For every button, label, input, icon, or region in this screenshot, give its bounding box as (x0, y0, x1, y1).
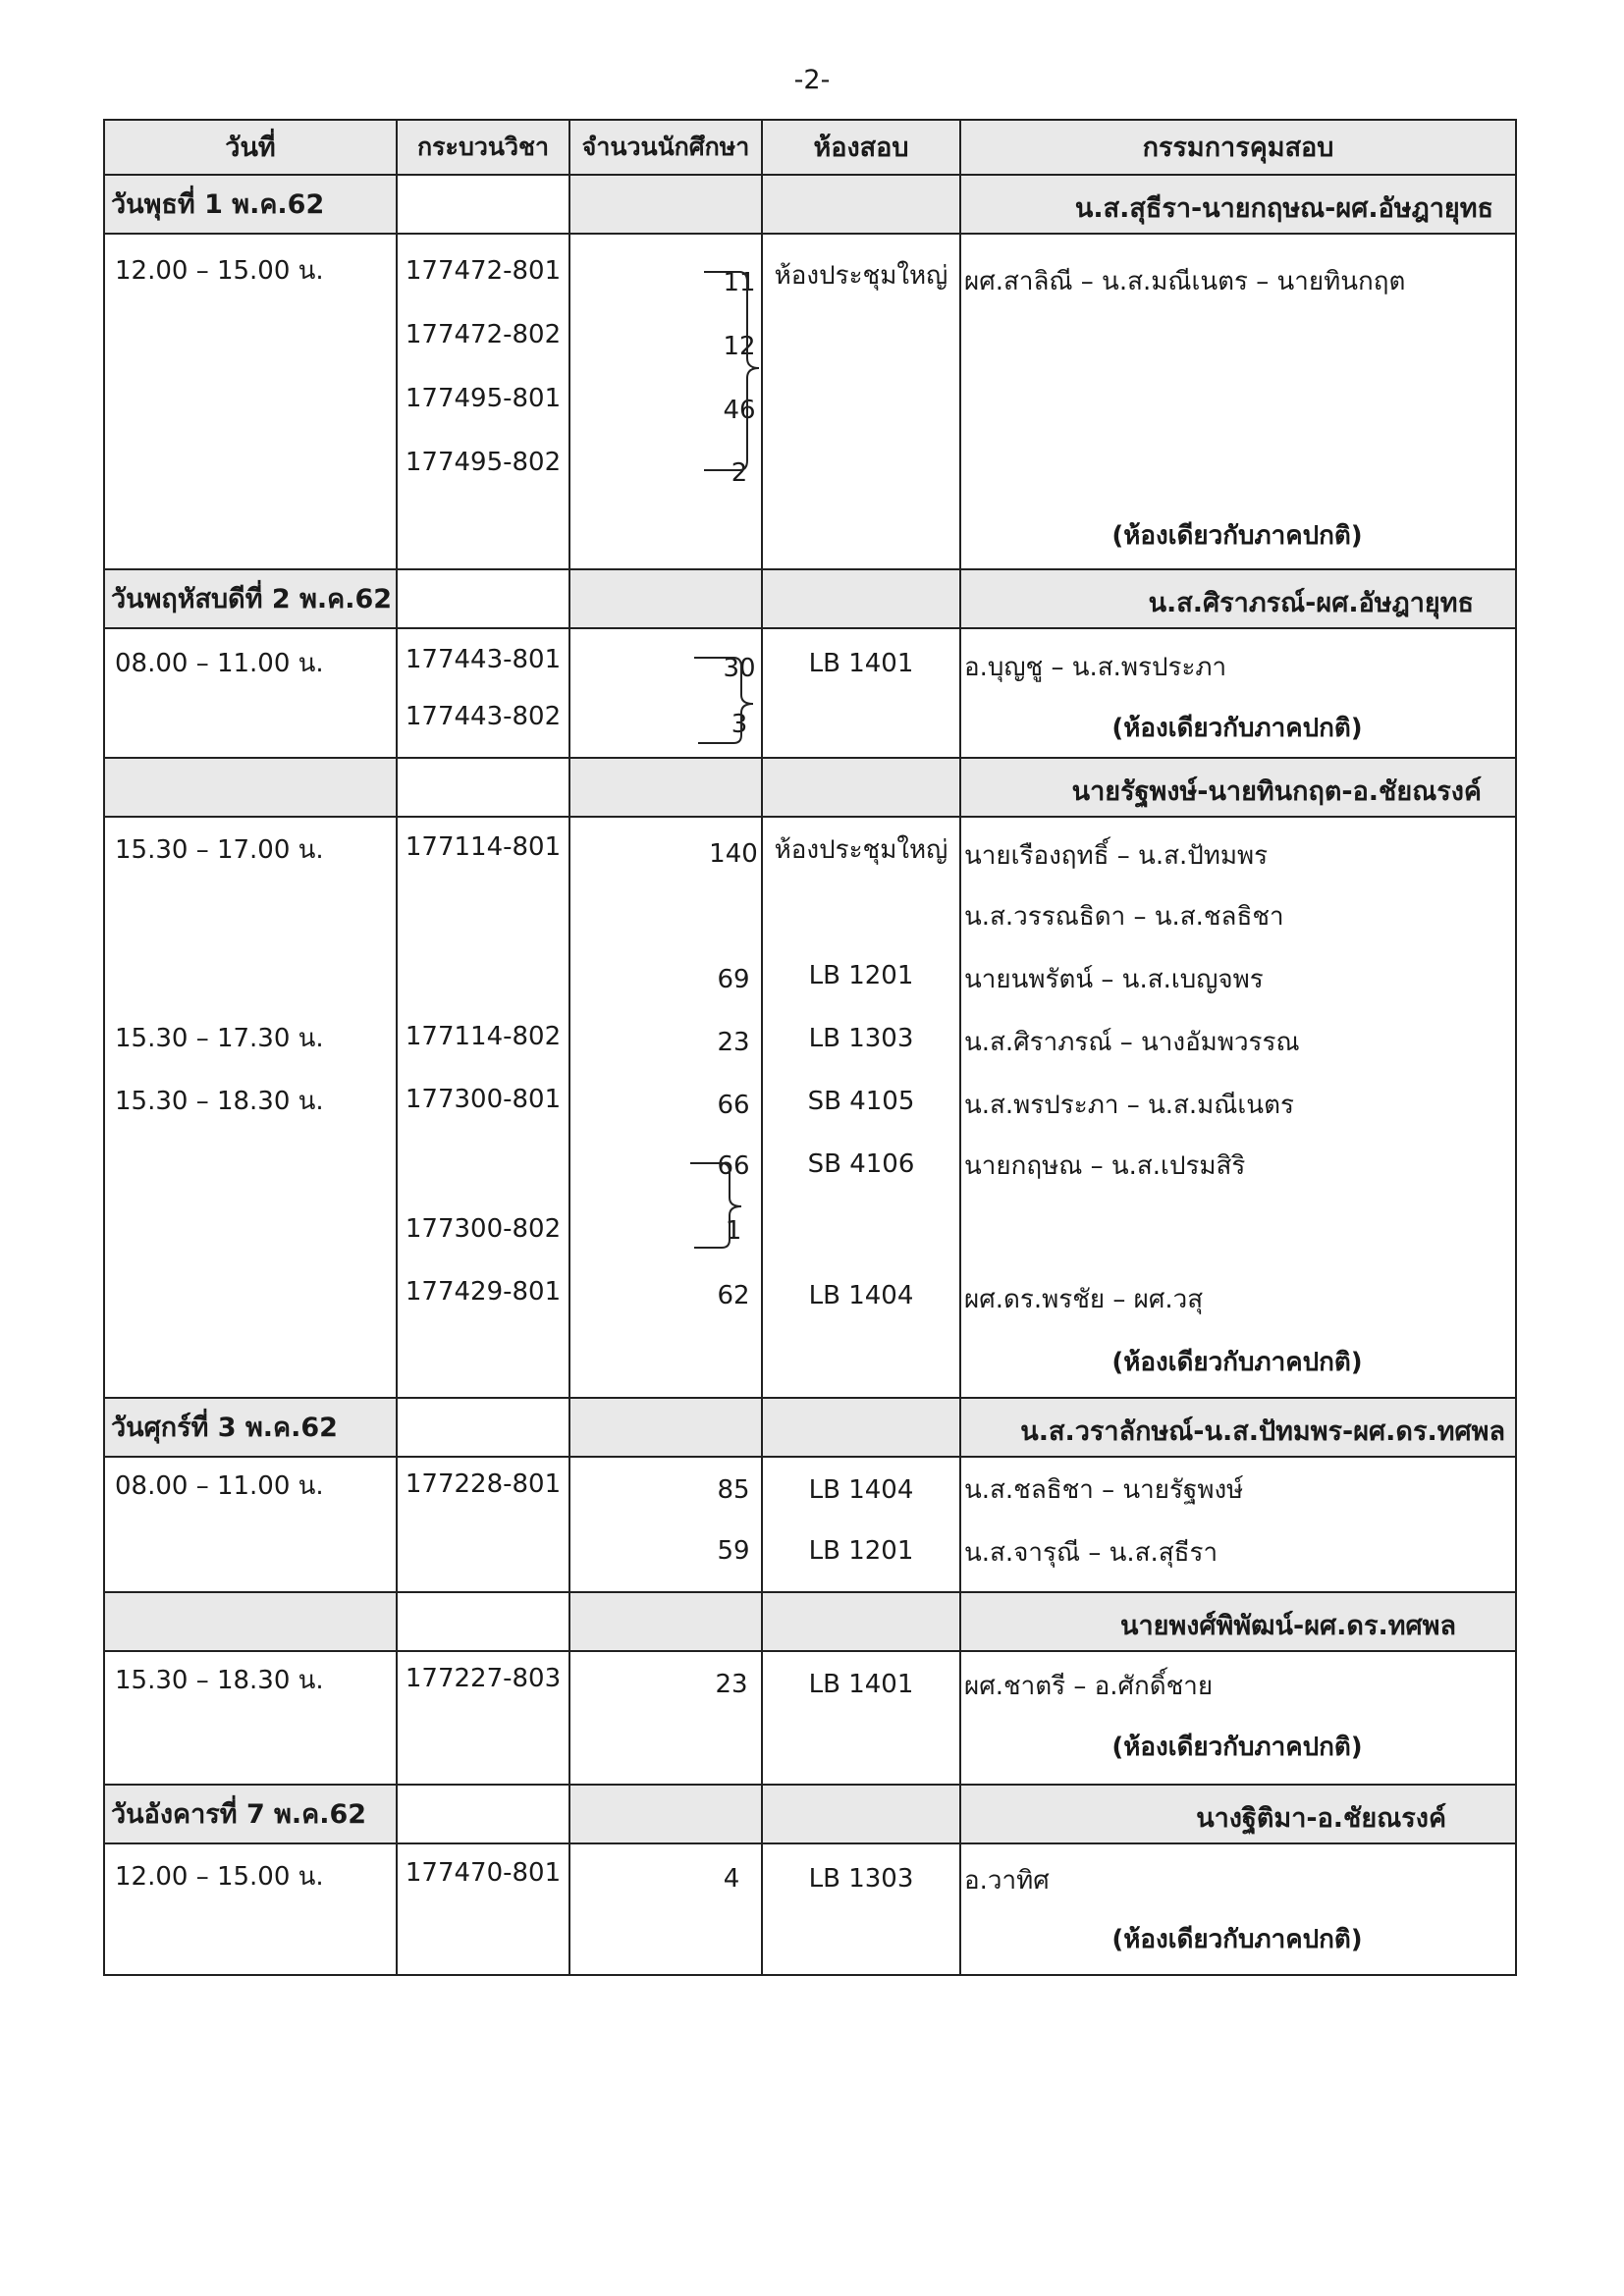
column-divider (568, 121, 570, 1974)
course-code: 177114-801 (405, 832, 562, 862)
header-course: กระบวนวิชา (398, 121, 568, 174)
column-divider (396, 121, 398, 1974)
exam-time: 15.30 – 18.30 น. (115, 1087, 324, 1116)
exam-time: 15.30 – 18.30 น. (115, 1666, 324, 1695)
student-count: 12 (723, 332, 756, 361)
same-room-note: (ห้องเดียวกับภาคปกติ) (1111, 521, 1363, 551)
course-code: 177300-801 (405, 1085, 562, 1114)
proctor-names: นายเรืองฤทธิ์ – น.ส.ปัทมพร (964, 841, 1269, 871)
exam-time: 12.00 – 15.00 น. (115, 1862, 324, 1892)
row-divider (105, 233, 1515, 235)
row-divider (105, 1397, 1515, 1399)
exam-room: LB 1404 (808, 1475, 914, 1505)
header-room: ห้องสอบ (763, 121, 959, 174)
proctor-names: น.ส.พรประภา – น.ส.มณีเนตร (964, 1091, 1294, 1120)
header-date: วันที่ (105, 121, 396, 174)
same-room-note: (ห้องเดียวกับภาคปกติ) (1111, 1925, 1363, 1954)
column-divider (959, 121, 961, 1974)
day-supervisors: น.ส.ศิราภรณ์-ผศ.อัษฎายุทธ (961, 570, 1515, 627)
exam-room: LB 1401 (808, 1670, 914, 1699)
proctor-names: อ.บุญชู – น.ส.พรประภา (964, 653, 1227, 682)
header-proctors: กรรมการคุมสอบ (961, 121, 1515, 174)
day-cell-blank (763, 1786, 959, 1842)
row-divider (105, 568, 1515, 570)
course-code: 177470-801 (405, 1858, 562, 1888)
course-code: 177228-801 (405, 1469, 562, 1499)
student-count: 3 (731, 710, 748, 739)
student-count: 59 (717, 1536, 750, 1566)
student-count: 66 (717, 1091, 750, 1120)
header-students: จำนวนนักศึกษา (570, 121, 761, 174)
student-count: 66 (717, 1151, 750, 1181)
proctor-names: น.ส.ศิราภรณ์ – นางอัมพวรรณ (964, 1028, 1300, 1057)
proctor-names: ผศ.สาลิณี – น.ส.มณีเนตร – นายทินกฤต (964, 267, 1406, 296)
day-cell-blank (763, 759, 959, 816)
exam-room: LB 1303 (808, 1864, 914, 1894)
exam-time: 15.30 – 17.30 น. (115, 1024, 324, 1053)
day-date: วันพุธที่ 1 พ.ค.62 (105, 176, 396, 233)
exam-room: LB 1201 (808, 961, 914, 990)
proctor-names: ผศ.ชาตรี – อ.ศักดิ์ชาย (964, 1672, 1214, 1701)
same-room-note: (ห้องเดียวกับภาคปกติ) (1111, 1348, 1363, 1377)
course-code: 177300-802 (405, 1214, 562, 1244)
day-cell-blank (105, 759, 396, 816)
day-cell-blank (105, 1593, 396, 1650)
day-date: วันศุกร์ที่ 3 พ.ค.62 (105, 1399, 396, 1456)
day-cell-blank (570, 570, 761, 627)
student-count: 1 (725, 1216, 742, 1246)
day-cell-blank (570, 1786, 761, 1842)
proctor-names: ผศ.ดร.พรชัย – ผศ.วสุ (964, 1285, 1204, 1314)
exam-room: ห้องประชุมใหญ่ (774, 261, 948, 291)
student-count: 46 (723, 396, 756, 425)
student-count: 69 (717, 965, 750, 994)
course-code: 177429-801 (405, 1277, 562, 1307)
day-cell-blank (570, 176, 761, 233)
row-divider (105, 1650, 1515, 1652)
proctor-names: น.ส.จารุณี – น.ส.สุธีรา (964, 1538, 1218, 1568)
day-cell-blank (763, 1593, 959, 1650)
column-divider (761, 121, 763, 1974)
student-count: 62 (717, 1281, 750, 1310)
course-code: 177443-801 (405, 645, 562, 674)
same-room-note: (ห้องเดียวกับภาคปกติ) (1111, 1733, 1363, 1762)
page-number: -2- (793, 65, 831, 95)
same-room-note: (ห้องเดียวกับภาคปกติ) (1111, 714, 1363, 743)
day-supervisors: นายพงศ์พิพัฒน์-ผศ.ดร.ทศพล (961, 1593, 1515, 1650)
row-divider (105, 1591, 1515, 1593)
proctor-names: อ.วาทิศ (964, 1866, 1050, 1896)
proctor-names: น.ส.วรรณธิดา – น.ส.ชลธิชา (964, 902, 1284, 932)
exam-room: LB 1201 (808, 1536, 914, 1566)
exam-room: LB 1401 (808, 649, 914, 678)
group-brace (105, 121, 106, 122)
exam-time: 12.00 – 15.00 น. (115, 256, 324, 286)
proctor-names: นายกฤษณ – น.ส.เปรมสิริ (964, 1151, 1246, 1181)
day-supervisors: น.ส.วราลักษณ์-น.ส.ปัทมพร-ผศ.ดร.ทศพล (961, 1399, 1515, 1456)
day-date: วันพฤหัสบดีที่ 2 พ.ค.62 (105, 570, 396, 627)
exam-room: SB 4105 (807, 1087, 915, 1116)
course-code: 177227-803 (405, 1664, 562, 1693)
student-count: 140 (709, 839, 758, 869)
student-count: 4 (723, 1864, 740, 1894)
row-divider (105, 1456, 1515, 1458)
exam-time: 08.00 – 11.00 น. (115, 649, 324, 678)
day-cell-blank (763, 176, 959, 233)
day-cell-blank (763, 1399, 959, 1456)
student-count: 30 (723, 654, 756, 683)
day-cell-blank (570, 1593, 761, 1650)
day-supervisors: นางฐิติมา-อ.ชัยณรงค์ (961, 1786, 1515, 1842)
student-count: 2 (731, 458, 748, 488)
row-divider (105, 174, 1515, 176)
exam-room: ห้องประชุมใหญ่ (774, 835, 948, 865)
student-count: 11 (723, 268, 756, 297)
row-divider (105, 816, 1515, 818)
exam-time: 08.00 – 11.00 น. (115, 1471, 324, 1501)
student-count: 85 (717, 1475, 750, 1505)
course-code: 177495-802 (405, 448, 562, 477)
day-cell-blank (570, 759, 761, 816)
exam-schedule-table (103, 119, 1517, 1976)
course-code: 177472-802 (405, 320, 562, 349)
day-cell-blank (570, 1399, 761, 1456)
row-divider (105, 1784, 1515, 1786)
exam-time: 15.30 – 17.00 น. (115, 835, 324, 865)
student-count: 23 (715, 1670, 748, 1699)
course-code: 177495-801 (405, 384, 562, 413)
student-count: 23 (717, 1028, 750, 1057)
row-divider (105, 627, 1515, 629)
proctor-names: นายนพรัตน์ – น.ส.เบญจพร (964, 965, 1264, 994)
proctor-names: น.ส.ชลธิชา – นายรัฐพงษ์ (964, 1475, 1244, 1505)
day-cell-blank (763, 570, 959, 627)
day-supervisors: น.ส.สุธีรา-นายกฤษณ-ผศ.อัษฎายุทธ (961, 176, 1515, 233)
exam-room: LB 1404 (808, 1281, 914, 1310)
course-code: 177443-802 (405, 702, 562, 731)
course-code: 177472-801 (405, 256, 562, 286)
exam-room: LB 1303 (808, 1024, 914, 1053)
day-date: วันอังคารที่ 7 พ.ค.62 (105, 1786, 396, 1842)
row-divider (105, 1842, 1515, 1844)
row-divider (105, 757, 1515, 759)
day-supervisors: นายรัฐพงษ์-นายทินกฤต-อ.ชัยณรงค์ (961, 759, 1515, 816)
exam-room: SB 4106 (807, 1149, 915, 1179)
course-code: 177114-802 (405, 1022, 562, 1051)
